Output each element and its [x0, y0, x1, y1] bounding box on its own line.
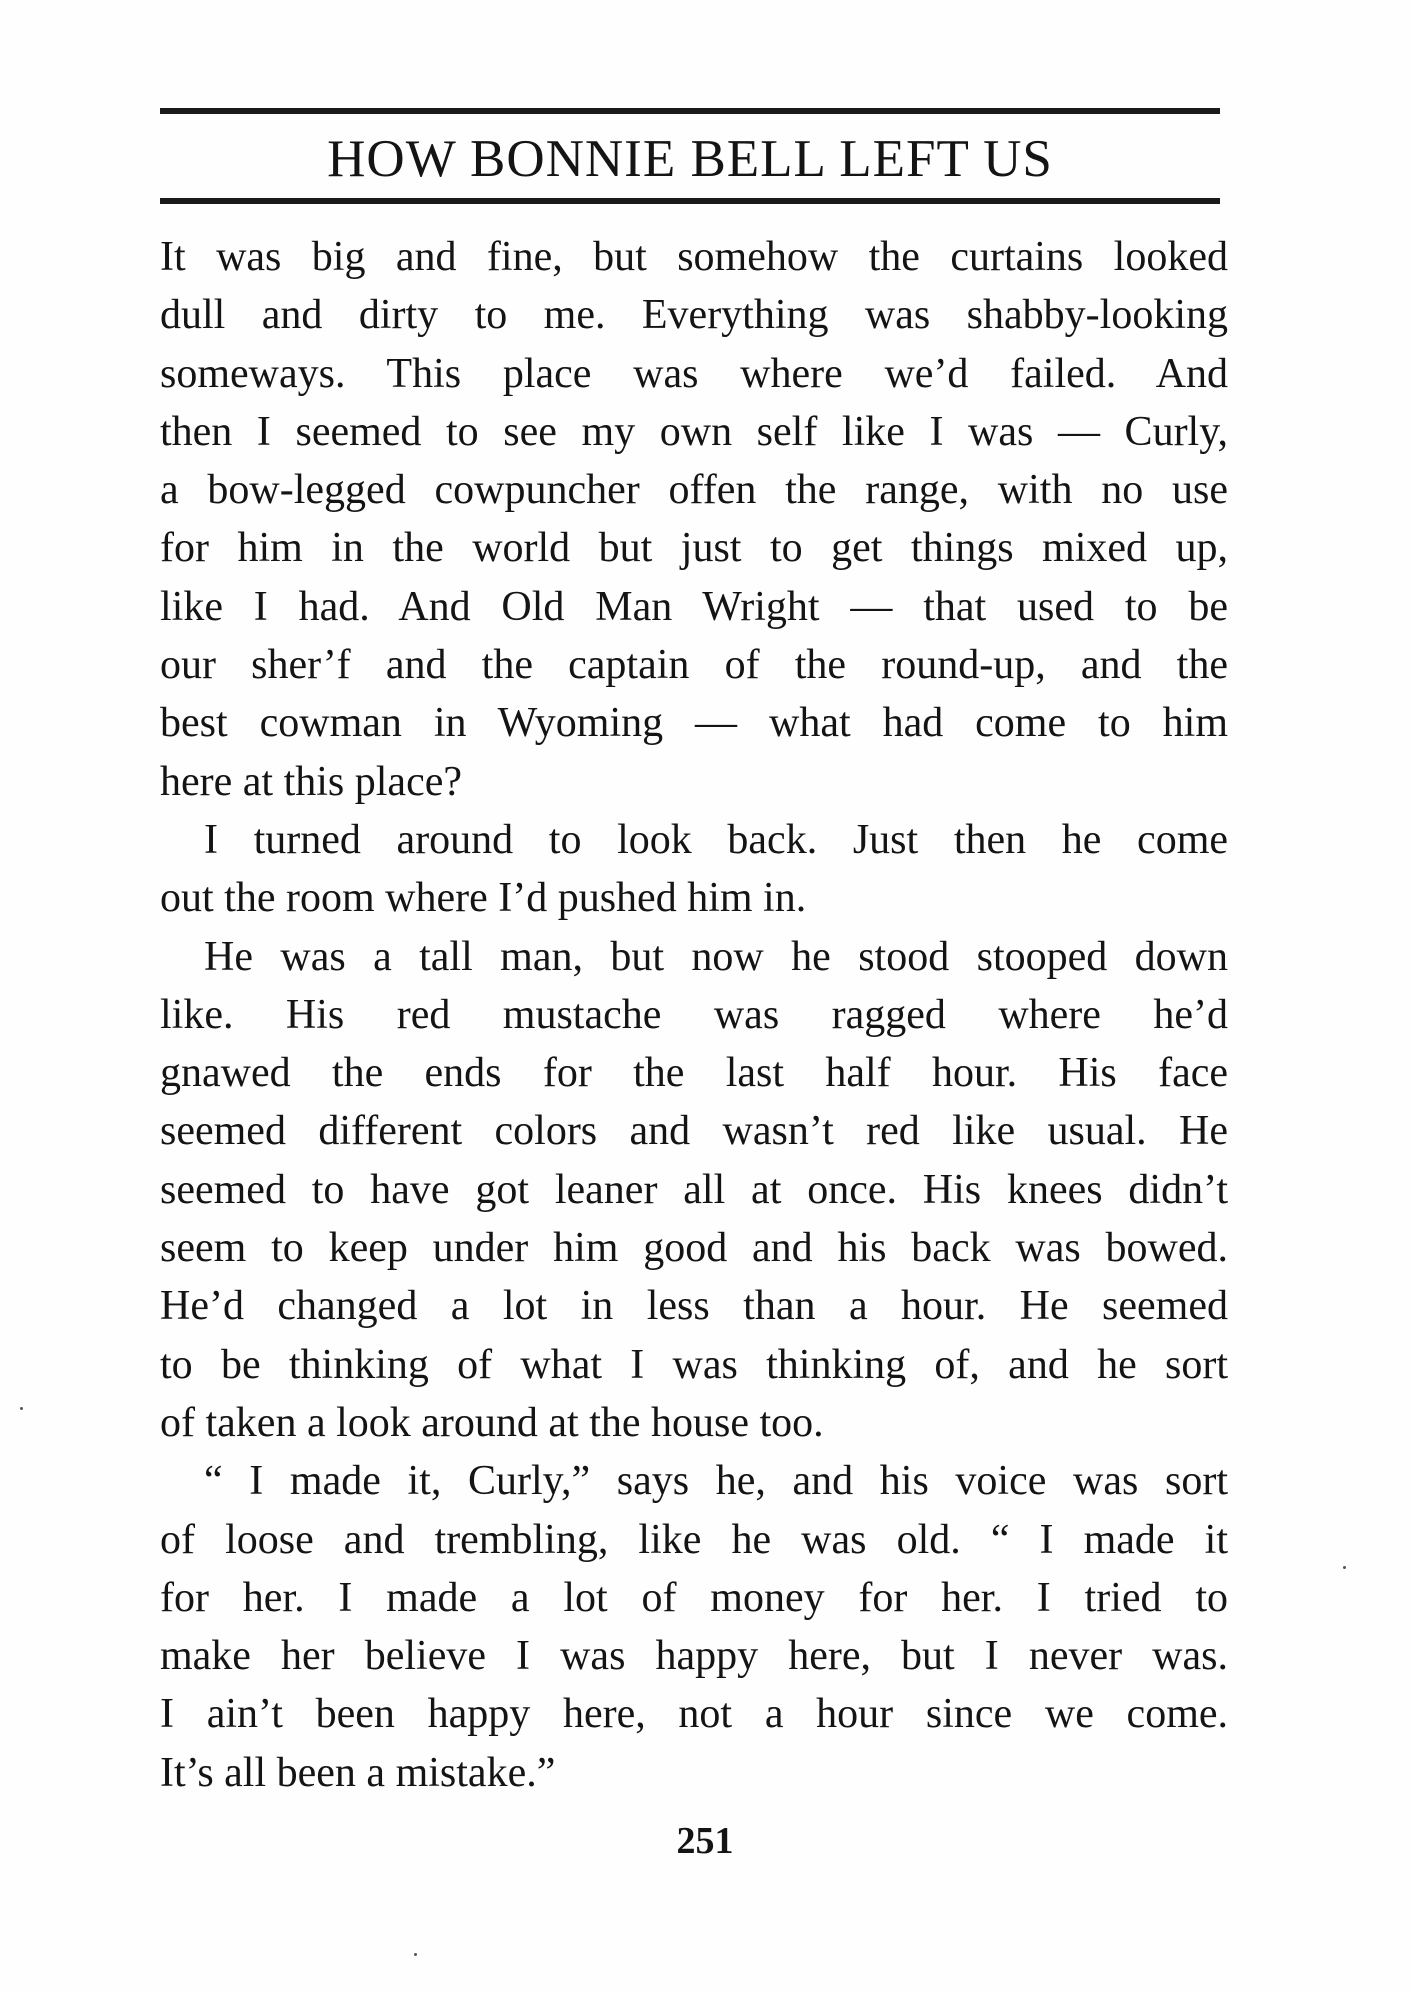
running-head-title: HOW BONNIE BELL LEFT US — [327, 130, 1053, 188]
text-line: to be thinking of what I was thinking of, and he sort — [160, 1341, 1228, 1388]
text-line: gnawed the ends for the last half hour. His face — [160, 1050, 1228, 1097]
text-line: make her believe I was happy here, but I never was. — [160, 1633, 1228, 1680]
scan-speck — [20, 1407, 23, 1410]
text-line: of taken a look around at the house too. — [160, 1399, 824, 1446]
text-line: of loose and trembling, like he was old. “ I made it — [160, 1516, 1228, 1563]
scan-speck — [1343, 1566, 1346, 1569]
text-line: He’d changed a lot in less than a hour. He seemed — [160, 1283, 1228, 1330]
header-bottom-rule — [160, 198, 1220, 204]
text-line: for her. I made a lot of money for her. I tried to — [160, 1574, 1228, 1621]
scan-speck — [414, 1953, 417, 1956]
body-text — [160, 228, 1228, 1802]
text-line: like I had. And Old Man Wright — that used to be — [160, 583, 1228, 630]
text-line: like. His red mustache was ragged where he’d — [160, 991, 1228, 1038]
text-line: He was a tall man, but now he stood stooped down — [204, 933, 1228, 980]
text-line: here at this place? — [160, 758, 462, 805]
text-line: then I seemed to see my own self like I was — Curly, — [160, 408, 1228, 455]
text-line: dull and dirty to me. Everything was shabby-looking — [160, 292, 1228, 339]
text-line: It was big and fine, but somehow the curtains looked — [160, 234, 1228, 280]
text-line: best cowman in Wyoming — what had come to him — [160, 700, 1228, 747]
text-line: It’s all been a mistake.” — [160, 1749, 556, 1796]
text-line: out the room where I’d pushed him in. — [160, 875, 807, 922]
text-line: for him in the world but just to get things mixed up, — [160, 525, 1228, 572]
text-line: I turned around to look back. Just then he come — [204, 816, 1228, 863]
text-line: someways. This place was where we’d failed. And — [160, 350, 1228, 397]
text-line: seemed to have got leaner all at once. His knees didn’t — [160, 1166, 1228, 1213]
text-line: I ain’t been happy here, not a hour since we come. — [160, 1691, 1228, 1738]
text-line: seemed different colors and wasn’t red like usual. He — [160, 1108, 1228, 1155]
text-line: a bow-legged cowpuncher offen the range, with no use — [160, 467, 1228, 514]
page-number: 251 — [676, 1820, 734, 1862]
text-line: our sher’f and the captain of the round-up, and the — [160, 642, 1228, 689]
text-line: seem to keep under him good and his back was bowed. — [160, 1225, 1228, 1272]
header-top-rule — [160, 108, 1220, 114]
text-line: “ I made it, Curly,” says he, and his voice was sort — [204, 1458, 1228, 1505]
